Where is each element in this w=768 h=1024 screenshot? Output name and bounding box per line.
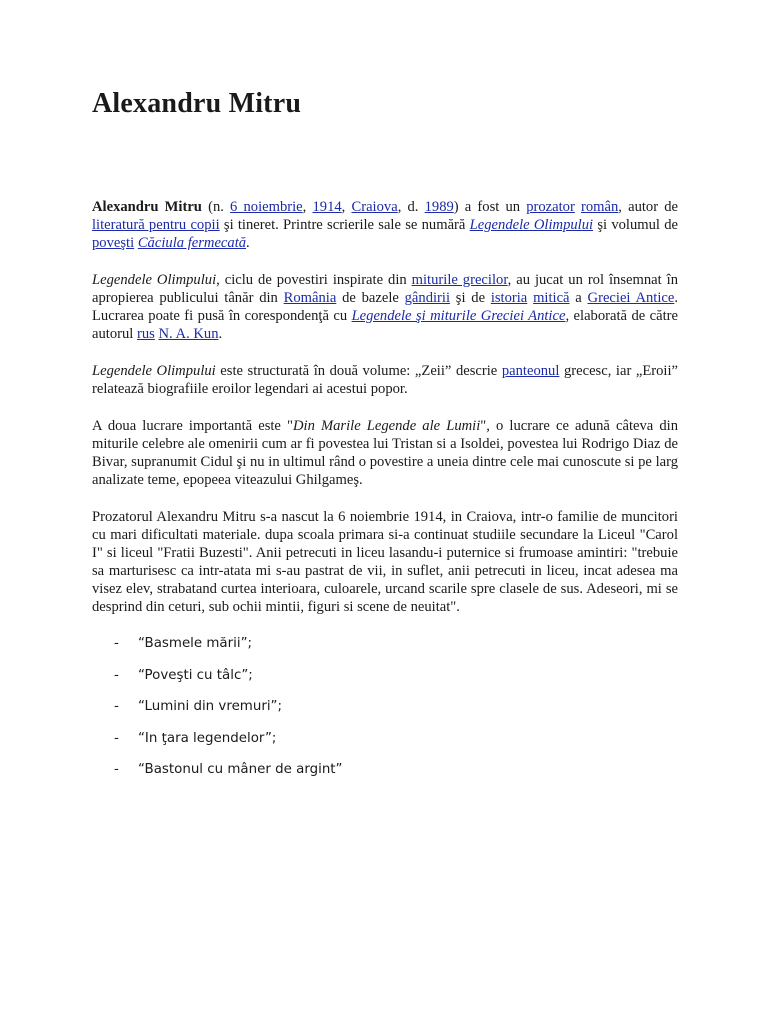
text-fragment: de bazele	[336, 290, 405, 306]
legendele-paragraph	[92, 271, 678, 343]
link-caciula-fermecata[interactable]	[138, 235, 246, 251]
text-fragment: (n.	[201, 199, 231, 215]
link-istoria[interactable]: istoria	[490, 290, 528, 306]
link-kun[interactable]: N. A. Kun	[158, 326, 219, 342]
text-fragment: .	[218, 326, 223, 342]
text-fragment: ", o lucrare ce adună câteva din miturile celebre ale omenirii cum ar fi povestea lui Tristan si a Isoldei, povestea lui Rodrigo Diaz de Bivar, supranumit Cidul şi nu in ultimul rând o povestire a uneia dintre cele mai cunoscute si pe larg analizate teme, epopeea viteazului Ghilgameş.	[92, 418, 678, 488]
text-fragment: este structurată în două volume: „Zeii” descrie	[215, 363, 502, 379]
list-dash: -	[114, 636, 119, 651]
page-title: Alexandru Mitru	[92, 88, 302, 119]
text-fragment: , d.	[397, 199, 425, 215]
book-title: Legendele Olimpului	[92, 363, 216, 379]
subject-name: Alexandru Mitru	[92, 199, 202, 215]
structure-paragraph	[92, 362, 678, 398]
text-fragment: , au jucat un rol însemnat în apropierea publicului tânăr din	[92, 272, 678, 306]
link-mitica[interactable]: mitică	[533, 290, 570, 306]
article-body	[92, 198, 678, 793]
text-fragment: ) a fost un	[453, 199, 527, 215]
work-title: “Lumini din vremuri”;	[138, 699, 283, 714]
link-label: Legendele şi miturile Greciei Antice	[351, 308, 566, 324]
works-list	[92, 635, 678, 793]
list-item	[92, 730, 678, 762]
list-dash: -	[114, 730, 119, 746]
book-title: Din Marile Legende ale Lumii	[292, 418, 481, 434]
link-birth-year[interactable]: 1914	[312, 199, 342, 215]
link-craiova[interactable]: Craiova	[351, 199, 398, 215]
link-rus[interactable]: rus	[137, 326, 155, 342]
text-fragment: .	[246, 235, 250, 251]
link-roman[interactable]: român	[581, 199, 619, 215]
list-item	[92, 667, 678, 699]
work-title: “Bastonul cu mâner de argint”	[138, 762, 343, 777]
text-fragment: , autor de	[618, 199, 679, 215]
work-title: “In ţara legendelor”;	[138, 730, 277, 746]
text-fragment: şi tineret. Printre scrierile sale se numără	[219, 217, 470, 233]
link-grecia-antica[interactable]: Greciei Antice	[587, 290, 675, 306]
intro-paragraph	[92, 198, 678, 252]
list-item	[92, 698, 678, 730]
link-legendele-miturile[interactable]	[352, 308, 566, 324]
list-dash: -	[114, 762, 119, 777]
link-legendele-olimpului[interactable]	[470, 217, 593, 233]
list-item	[92, 635, 678, 667]
work-title: “Poveşti cu tâlc”;	[138, 667, 253, 683]
list-dash: -	[114, 667, 119, 683]
text-fragment: , ciclu de povestiri inspirate din	[216, 272, 412, 288]
list-item	[92, 761, 678, 793]
text-fragment: grecesc, iar „Eroii” relatează biografiile eroilor legendari ai acestui popor.	[92, 363, 679, 397]
text-fragment: ,	[302, 199, 313, 215]
link-literatura-copii[interactable]: literatură pentru copii	[92, 217, 220, 233]
link-prozator[interactable]: prozator	[526, 199, 575, 215]
link-gandirii[interactable]: gândirii	[404, 290, 451, 306]
text-fragment: şi volumul de	[593, 217, 678, 233]
link-panteonul[interactable]: panteonul	[501, 363, 560, 379]
book-title: Legendele Olimpului	[92, 272, 217, 288]
link-label: Căciula fermecată	[137, 235, 247, 251]
text-fragment: ,	[341, 199, 352, 215]
link-miturile-grecilor[interactable]: miturile grecilor	[411, 272, 508, 288]
work-title: “Basmele mării”;	[138, 636, 253, 651]
list-dash: -	[114, 699, 119, 714]
link-label: Legendele Olimpului	[469, 217, 594, 233]
biography-paragraph: Prozatorul Alexandru Mitru s-a nascut la 6 noiembrie 1914, in Craiova, intr-o familie de muncitori cu mari dificultati materiale. dupa scoala primara si-a continuat studiile secundare la Liceul "Carol I" si liceul "Fratii Buzesti". Anii petrecuti in liceu lasandu-i puternice si frumoase amintiri: "trebuie sa marturisesc ca intr-atata mi s-au pastrat de vii, in suflet, anii petrecuti in liceu, incat adesea ma visez elev, strabatand curtea interioara, culoarele, urcand scarile spre clasele de sus. Adeseori, mi se desprind din ceturi, sub ochii mintii, figuri si scene de neuitat".	[92, 509, 678, 615]
link-povesti[interactable]: poveşti	[92, 235, 135, 251]
second-work-paragraph	[92, 417, 678, 489]
text-fragment: . Lucrarea poate fi pusă în corespondenţă cu	[92, 290, 678, 324]
link-death-year[interactable]: 1989	[424, 199, 454, 215]
text-fragment: a	[569, 290, 588, 306]
link-birth-date[interactable]: 6 noiembrie	[230, 199, 303, 215]
text-fragment: , elaborată de către autorul	[92, 308, 678, 342]
text-fragment: A doua lucrare importantă este "	[92, 418, 293, 434]
text-fragment: şi de	[450, 290, 491, 306]
link-romania[interactable]: România	[283, 290, 337, 306]
